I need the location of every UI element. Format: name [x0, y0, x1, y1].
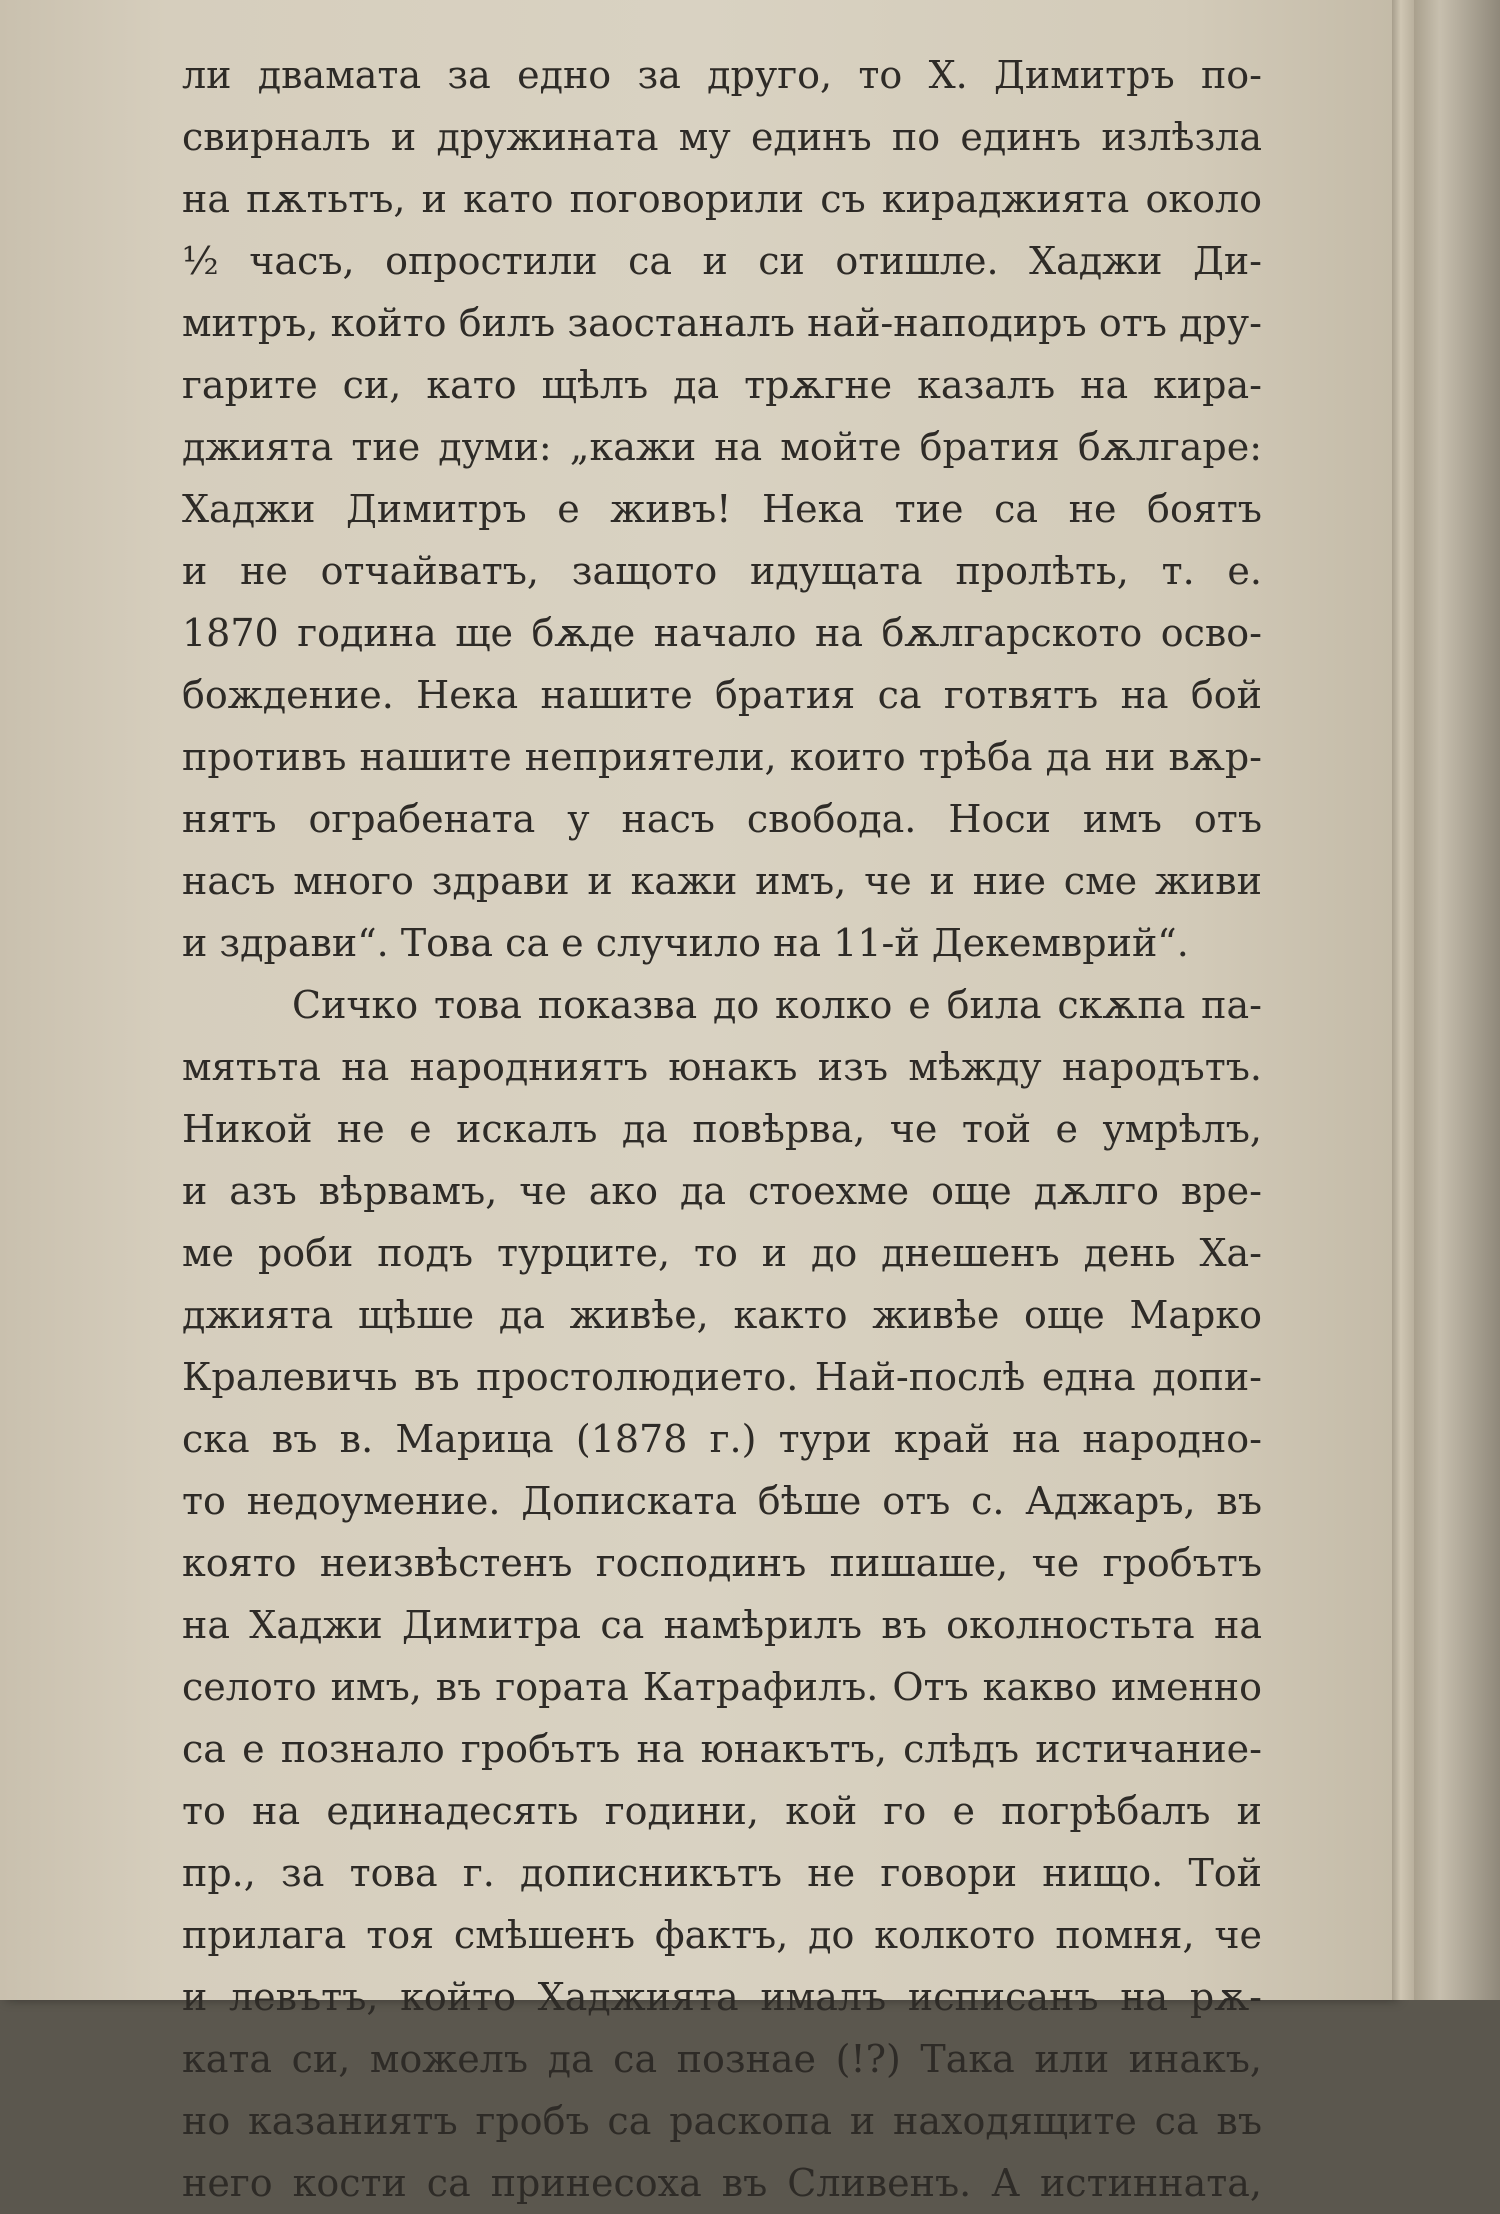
text-line: то недоумение. Дописката бѣше отъ с. Аджаръ, въ	[182, 1479, 1262, 1523]
text-line: са е познало гробътъ на юнакътъ, слѣдъ истичание-	[182, 1727, 1262, 1771]
text-line: ли двамата за едно за друго, то Х. Димитръ по-	[182, 53, 1262, 97]
page-edge	[1392, 0, 1414, 2000]
text-line: и не отчайватъ, защото идущата пролѣть, т. е.	[182, 549, 1262, 593]
text-line: Никой не е искалъ да повѣрва, че той е умрѣлъ,	[182, 1107, 1262, 1151]
text-line: Сичко това показва до колко е била скѫпа па-	[292, 983, 1262, 1027]
text-line: ме роби подъ турците, то и до днешенъ день Ха-	[182, 1231, 1262, 1275]
text-line: него кости са принесоха въ Сливенъ. А истинната,	[182, 2161, 1262, 2205]
text-line: и азъ вѣрвамъ, че ако да стоехме още дѫлго вре-	[182, 1169, 1262, 1213]
page-text	[182, 44, 1262, 2214]
text-line: Хаджи Димитръ е живъ! Нека тие са не боятъ	[182, 487, 1262, 531]
text-line: прилага тоя смѣшенъ фактъ, до колкото помня, че	[182, 1913, 1262, 1957]
text-line: джията щѣше да живѣе, както живѣе още Марко	[182, 1293, 1262, 1337]
text-line: но казаниятъ гробъ са раскопа и находящите са въ	[182, 2099, 1262, 2143]
text-line: нятъ ограбената у насъ свобода. Носи имъ отъ	[182, 797, 1262, 841]
text-line: която неизвѣстенъ господинъ пишаше, че гробътъ	[182, 1541, 1262, 1585]
text-line: и левътъ, който Хаджията ималъ исписанъ на рѫ-	[182, 1975, 1262, 2019]
text-line: то на единадесять години, кой го е погрѣбалъ и	[182, 1789, 1262, 1833]
text-line: на пѫтьтъ, и като поговорили съ кираджията около	[182, 177, 1262, 221]
text-line: митръ, който билъ заостаналъ най-наподиръ отъ дру-	[182, 301, 1262, 345]
text-line: свирналъ и дружината му единъ по единъ излѣзла	[182, 115, 1262, 159]
text-line: пр., за това г. дописникътъ не говори нищо. Той	[182, 1851, 1262, 1895]
text-line: 1870 година ще бѫде начало на бѫлгарското осво-	[182, 611, 1262, 655]
text-line: насъ много здрави и кажи имъ, че и ние сме живи	[182, 859, 1262, 903]
text-line: бождение. Нека нашите братия са готвятъ на бой	[182, 673, 1262, 717]
text-line: на Хаджи Димитра са намѣрилъ въ околностьта на	[182, 1603, 1262, 1647]
text-line: и здрави“. Това са е случило на 11-й Декемврий“.	[182, 921, 1189, 965]
text-line: селото имъ, въ гората Катрафилъ. Отъ какво именно	[182, 1665, 1262, 1709]
text-line: противъ нашите неприятели, които трѣба да ни вѫр-	[182, 735, 1262, 779]
text-line: гарите си, като щѣлъ да трѫгне казалъ на кира-	[182, 363, 1262, 407]
text-line: ½ часъ, опростили са и си отишле. Хаджи Ди-	[182, 239, 1262, 283]
text-line: ката си, можелъ да са познае (!?) Така или инакъ,	[182, 2037, 1262, 2081]
underlying-page	[1414, 0, 1500, 2000]
text-line: Кралевичь въ простолюдието. Най-послѣ една допи-	[182, 1355, 1262, 1399]
text-line: мятьта на народниятъ юнакъ изъ мѣжду народътъ.	[182, 1045, 1262, 1089]
text-line: ска въ в. Марица (1878 г.) тури край на народно-	[182, 1417, 1262, 1461]
text-line: джията тие думи: „кажи на мойте братия бѫлгаре:	[182, 425, 1262, 469]
